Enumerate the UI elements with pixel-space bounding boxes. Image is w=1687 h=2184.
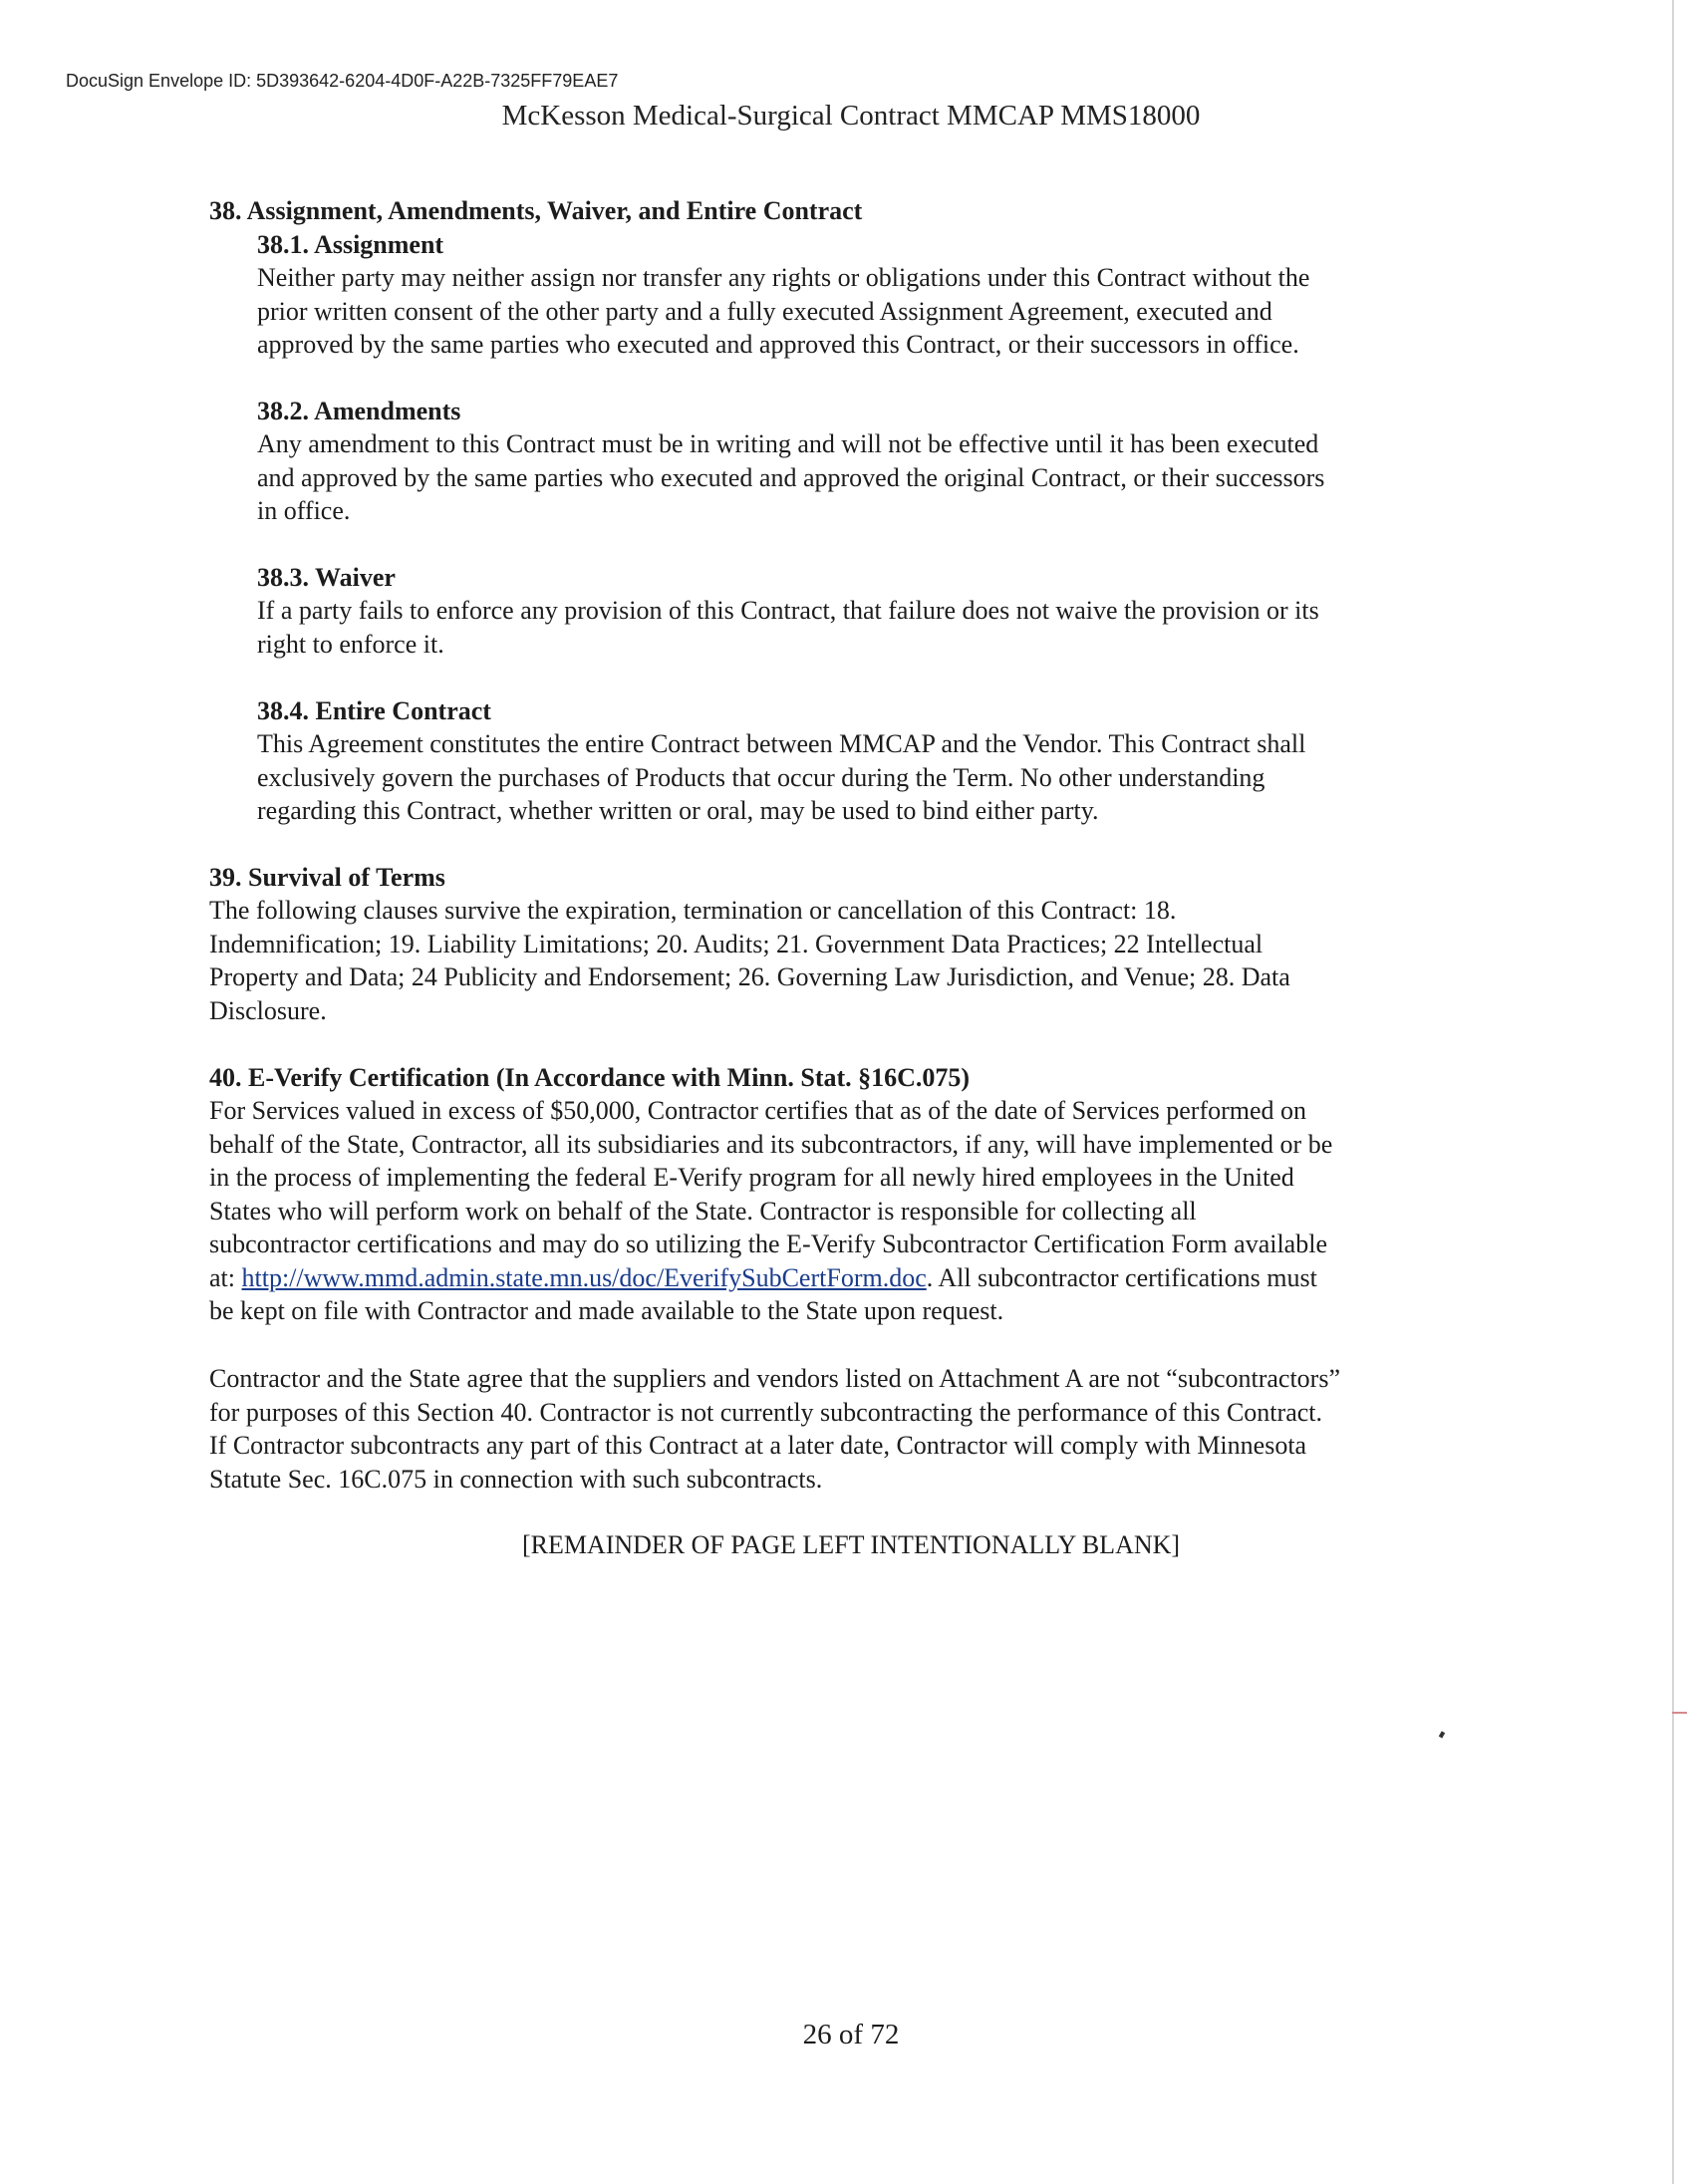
- paragraph-line: If Contractor subcontracts any part of this Contract at a later date, Contractor will comply with Minnesota: [209, 1431, 1307, 1460]
- link-prefix: at:: [209, 1262, 242, 1292]
- paragraph-line: approved by the same parties who executed and approved this Contract, or their successors in office.: [257, 330, 1299, 359]
- paragraph-line: If a party fails to enforce any provision of this Contract, that failure does not waive the provision or its: [257, 596, 1319, 625]
- scan-page-edge: [1672, 0, 1674, 2184]
- paragraph-line: Property and Data; 24 Publicity and Endorsement; 26. Governing Law Jurisdiction, and Venue; 28. Data: [209, 962, 1290, 991]
- section-38-1-heading: 38.1. Assignment: [257, 230, 444, 259]
- paragraph-line: for purposes of this Section 40. Contractor is not currently subcontracting the performance of this Contract.: [209, 1397, 1322, 1427]
- scan-edge-mark: [1672, 1712, 1687, 1714]
- section-40-heading: 40. E-Verify Certification (In Accordance with Minn. Stat. §16C.075): [209, 1063, 971, 1092]
- paragraph-line: For Services valued in excess of $50,000, Contractor certifies that as of the date of Services performed on: [209, 1096, 1307, 1125]
- section-38-4-heading: 38.4. Entire Contract: [257, 696, 491, 725]
- paragraph-line: This Agreement constitutes the entire Contract between MMCAP and the Vendor. This Contract shall: [257, 729, 1306, 758]
- paragraph-line: behalf of the State, Contractor, all its subsidiaries and its subcontractors, if any, will have implemented or be: [209, 1129, 1333, 1159]
- remainder-blank-notice: [REMAINDER OF PAGE LEFT INTENTIONALLY BLANK]: [521, 1530, 1181, 1559]
- paragraph-line: right to enforce it.: [257, 629, 444, 659]
- section-38-3-body: [257, 594, 1319, 661]
- paragraph-line: in office.: [257, 496, 351, 525]
- paragraph-line: be kept on file with Contractor and made available to the State upon request.: [209, 1296, 1004, 1325]
- section-38-heading: 38. Assignment, Amendments, Waiver, and Entire Contract: [209, 196, 863, 225]
- paragraph-line: Neither party may neither assign nor transfer any rights or obligations under this Contract without the: [257, 263, 1310, 292]
- page-number: 26 of 72: [802, 2019, 900, 2050]
- paragraph-line: Indemnification; 19. Liability Limitations; 20. Audits; 21. Government Data Practices; 22 Intellectual: [209, 929, 1264, 958]
- section-38-1-body: [257, 261, 1309, 362]
- paragraph-line: Any amendment to this Contract must be in writing and will not be effective until it has been executed: [257, 429, 1319, 458]
- link-suffix: . All subcontractor certifications must: [926, 1262, 1317, 1292]
- section-38-3-heading: 38.3. Waiver: [257, 563, 396, 592]
- paragraph-line: States who will perform work on behalf of the State. Contractor is responsible for collecting all: [209, 1196, 1197, 1226]
- paragraph-line: Statute Sec. 16C.075 in connection with such subcontracts.: [209, 1464, 823, 1494]
- section-38-2-body: [257, 427, 1324, 528]
- section-38-4-body: [257, 727, 1305, 828]
- docusign-envelope-id: DocuSign Envelope ID: 5D393642-6204-4D0F-A22B-7325FF79EAE7: [66, 71, 619, 91]
- paragraph-line: Contractor and the State agree that the suppliers and vendors listed on Attachment A are not “subcontractors”: [209, 1364, 1340, 1393]
- document-header-title: McKesson Medical-Surgical Contract MMCAP MMS18000: [501, 100, 1201, 132]
- paragraph-line: regarding this Contract, whether written or oral, may be used to bind either party.: [257, 796, 1099, 825]
- paragraph-line: exclusively govern the purchases of Products that occur during the Term. No other understanding: [257, 762, 1265, 792]
- scan-speck: [1439, 1731, 1445, 1738]
- paragraph-line: prior written consent of the other party and a fully executed Assignment Agreement, executed and: [257, 296, 1272, 326]
- paragraph-line: subcontractor certifications and may do so utilizing the E-Verify Subcontractor Certification Form available: [209, 1229, 1327, 1258]
- paragraph-line-with-link: [209, 1261, 1332, 1295]
- paragraph-line: The following clauses survive the expiration, termination or cancellation of this Contract: 18.: [209, 896, 1177, 925]
- section-39-body: [209, 894, 1290, 1027]
- section-40-subcontractors-paragraph: [209, 1362, 1340, 1496]
- paragraph-line: in the process of implementing the federal E-Verify program for all newly hired employees in the United: [209, 1163, 1294, 1192]
- everify-form-link[interactable]: http://www.mmd.admin.state.mn.us/doc/EverifySubCertForm.doc: [241, 1262, 927, 1292]
- section-38-2-heading: 38.2. Amendments: [257, 397, 461, 425]
- paragraph-line: Disclosure.: [209, 995, 327, 1025]
- section-39-heading: 39. Survival of Terms: [209, 863, 445, 892]
- paragraph-line: and approved by the same parties who executed and approved the original Contract, or their successors: [257, 462, 1325, 492]
- section-40-body: [209, 1094, 1332, 1328]
